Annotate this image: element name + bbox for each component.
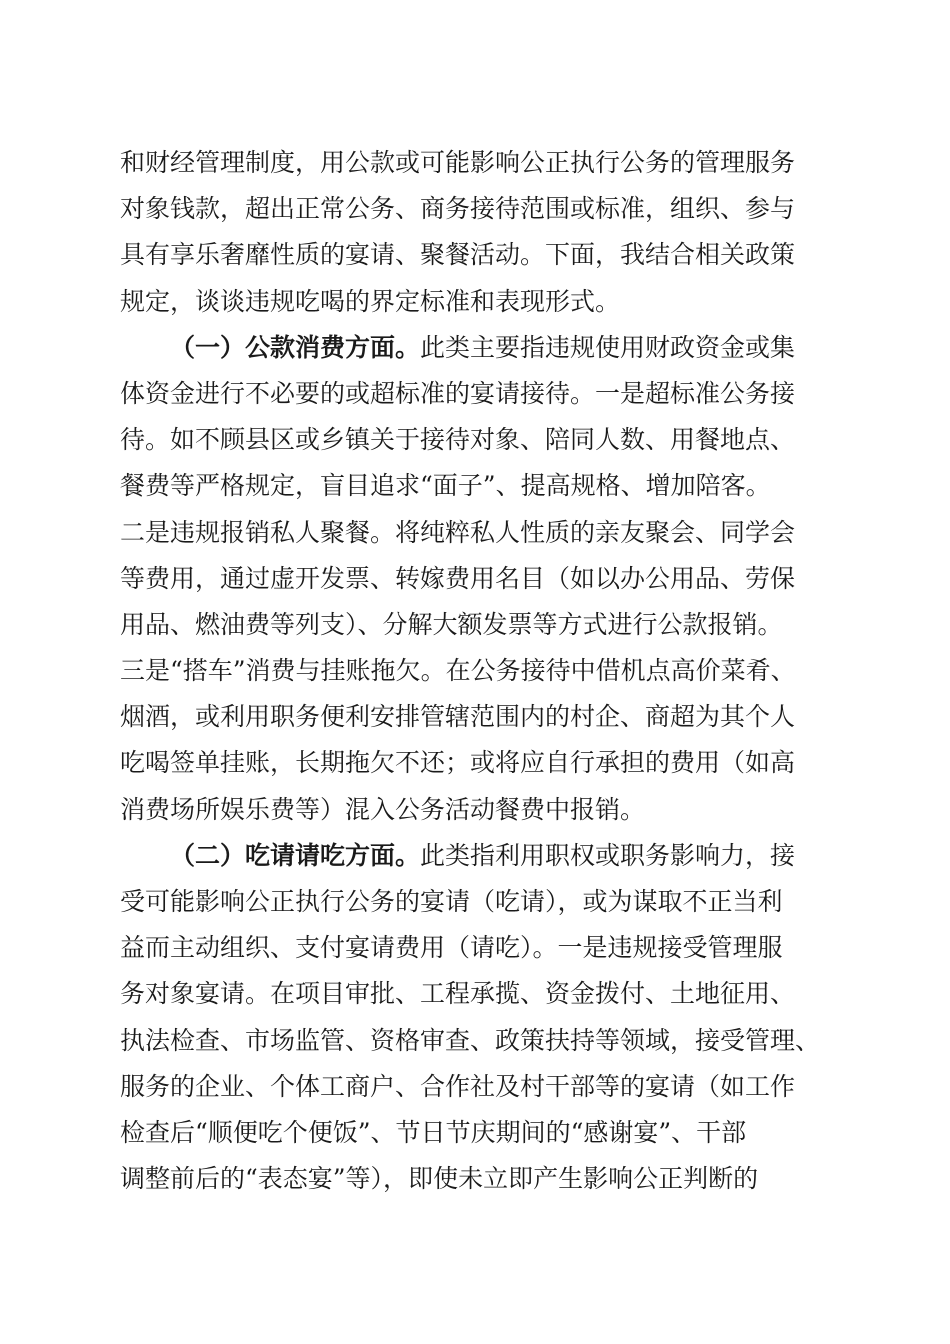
text-line: 吃喝签单挂账，长期拖欠不还；或将应自行承担的费用（如高	[120, 748, 796, 778]
text-line: 受可能影响公正执行公务的宴请（吃请），或为谋取不正当利	[120, 887, 783, 916]
text-line: 检查后“顺便吃个便饭”、节日节庆期间的“感谢宴”、干部	[120, 1117, 747, 1147]
section-heading: （二）吃请请吃方面。	[170, 840, 421, 870]
text-line-first	[120, 325, 832, 371]
text-line: 具有享乐奢靡性质的宴请、聚餐活动。下面，我结合相关政策	[120, 240, 796, 270]
document-body	[120, 140, 832, 1202]
paragraph-intro	[120, 140, 832, 325]
text-line: 等费用，通过虚开发票、转嫁费用名目（如以办公用品、劳保	[120, 563, 796, 593]
text-line: 烟酒，或利用职务便利安排管辖范围内的村企、商超为其个人	[120, 702, 796, 732]
text-line: 用品、燃油费等列支）、分解大额发票等方式进行公款报销。	[120, 609, 783, 639]
text-line: 和财经管理制度，用公款或可能影响公正执行公务的管理服务	[120, 148, 796, 177]
text-line: 消费场所娱乐费等）混入公务活动餐费中报销。	[120, 794, 646, 824]
text-line: 二是违规报销私人聚餐。将纯粹私人性质的亲友聚会、同学会	[120, 517, 796, 547]
text-line: 执法检查、市场监管、资格审查、政策扶持等领域，接受管理、	[120, 1025, 821, 1055]
text-line-first	[120, 833, 832, 879]
text-line: 务对象宴请。在项目审批、工程承揽、资金拨付、土地征用、	[120, 979, 796, 1009]
text-line: 对象钱款，超出正常公务、商务接待范围或标准，组织、参与	[120, 194, 796, 224]
section-heading: （一）公款消费方面。	[170, 332, 421, 362]
text-line: 调整前后的“表态宴”等），即使未立即产生影响公正判断的	[120, 1164, 759, 1194]
text-line: 待。如不顾县区或乡镇关于接待对象、陪同人数、用餐地点、	[120, 425, 796, 455]
text-line: 规定，谈谈违规吃喝的界定标准和表现形式。	[120, 286, 621, 316]
text-run: 此类主要指违规使用财政资金或集	[420, 332, 796, 362]
text-line: 餐费等严格规定，盲目追求“面子”、提高规格、增加陪客。	[120, 471, 771, 501]
text-line: 三是“搭车”消费与挂账拖欠。在公务接待中借机点高价菜肴、	[120, 656, 796, 686]
paragraph-public-funds	[120, 325, 832, 833]
text-line: 服务的企业、个体工商户、合作社及村干部等的宴请（如工作	[120, 1071, 796, 1101]
text-line: 体资金进行不必要的或超标准的宴请接待。一是超标准公务接	[120, 378, 796, 408]
text-line: 益而主动组织、支付宴请费用（请吃）。一是违规接受管理服	[120, 933, 783, 963]
paragraph-banquets	[120, 833, 832, 1203]
text-run: 此类指利用职权或职务影响力，接	[420, 840, 796, 870]
